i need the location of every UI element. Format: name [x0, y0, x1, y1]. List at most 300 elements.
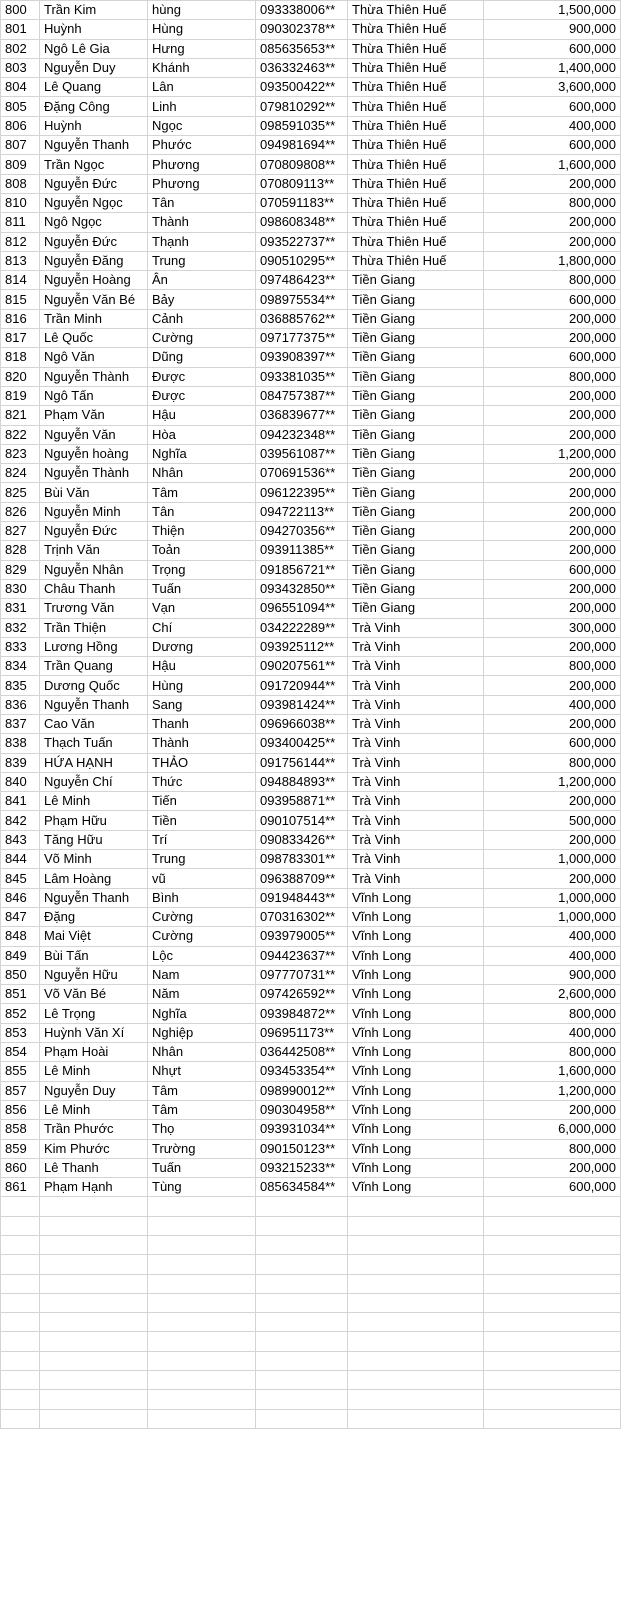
cell-phone[interactable]: 094981694** [256, 136, 348, 155]
cell-surname[interactable]: Tăng Hữu [40, 830, 148, 849]
cell-province[interactable]: Vĩnh Long [348, 1100, 484, 1119]
empty-cell[interactable] [256, 1293, 348, 1312]
cell-given-name[interactable]: Nghiệp [148, 1023, 256, 1042]
cell-phone[interactable]: 097486423** [256, 271, 348, 290]
cell-phone[interactable]: 093908397** [256, 348, 348, 367]
cell-province[interactable]: Vĩnh Long [348, 1081, 484, 1100]
table-row[interactable] [1, 599, 621, 618]
cell-amount[interactable]: 200,000 [484, 1158, 621, 1177]
cell-index[interactable]: 821 [1, 406, 40, 425]
cell-index[interactable]: 822 [1, 425, 40, 444]
cell-surname[interactable]: Nguyễn Chí [40, 772, 148, 791]
cell-amount[interactable]: 200,000 [484, 174, 621, 193]
cell-surname[interactable]: Nguyễn Thanh [40, 136, 148, 155]
cell-given-name[interactable]: Bình [148, 888, 256, 907]
empty-row[interactable] [1, 1274, 621, 1293]
table-row[interactable] [1, 78, 621, 97]
cell-index[interactable]: 846 [1, 888, 40, 907]
cell-amount[interactable]: 200,000 [484, 386, 621, 405]
table-row[interactable] [1, 1100, 621, 1119]
cell-index[interactable]: 842 [1, 811, 40, 830]
cell-province[interactable]: Trà Vinh [348, 714, 484, 733]
cell-surname[interactable]: Phạm Hữu [40, 811, 148, 830]
cell-phone[interactable]: 036839677** [256, 406, 348, 425]
empty-cell[interactable] [1, 1216, 40, 1235]
cell-surname[interactable]: Nguyễn Duy [40, 58, 148, 77]
empty-cell[interactable] [484, 1197, 621, 1216]
cell-index[interactable]: 810 [1, 193, 40, 212]
cell-surname[interactable]: Trương Văn [40, 599, 148, 618]
cell-province[interactable]: Vĩnh Long [348, 1139, 484, 1158]
cell-given-name[interactable]: Tâm [148, 483, 256, 502]
cell-surname[interactable]: Võ Minh [40, 850, 148, 869]
cell-surname[interactable]: Nguyễn Duy [40, 1081, 148, 1100]
table-row[interactable] [1, 136, 621, 155]
empty-cell[interactable] [348, 1255, 484, 1274]
empty-cell[interactable] [148, 1197, 256, 1216]
cell-amount[interactable]: 300,000 [484, 618, 621, 637]
cell-province[interactable]: Trà Vinh [348, 830, 484, 849]
cell-surname[interactable]: Nguyễn Thanh [40, 695, 148, 714]
cell-phone[interactable]: 091720944** [256, 676, 348, 695]
cell-given-name[interactable]: Năm [148, 985, 256, 1004]
cell-province[interactable]: Tiền Giang [348, 560, 484, 579]
cell-index[interactable]: 861 [1, 1178, 40, 1197]
cell-index[interactable]: 813 [1, 251, 40, 270]
cell-given-name[interactable]: Thành [148, 734, 256, 753]
cell-phone[interactable]: 098608348** [256, 213, 348, 232]
cell-surname[interactable]: Trần Quang [40, 657, 148, 676]
cell-phone[interactable]: 093432850** [256, 579, 348, 598]
cell-given-name[interactable]: Nhân [148, 464, 256, 483]
cell-index[interactable]: 855 [1, 1062, 40, 1081]
cell-province[interactable]: Vĩnh Long [348, 965, 484, 984]
empty-cell[interactable] [348, 1274, 484, 1293]
cell-amount[interactable]: 400,000 [484, 116, 621, 135]
cell-province[interactable]: Vĩnh Long [348, 1178, 484, 1197]
cell-province[interactable]: Tiền Giang [348, 367, 484, 386]
cell-phone[interactable]: 070809113** [256, 174, 348, 193]
cell-amount[interactable]: 200,000 [484, 309, 621, 328]
table-row[interactable] [1, 676, 621, 695]
cell-phone[interactable]: 093958871** [256, 792, 348, 811]
cell-province[interactable]: Tiền Giang [348, 406, 484, 425]
cell-amount[interactable]: 200,000 [484, 483, 621, 502]
cell-index[interactable]: 804 [1, 78, 40, 97]
cell-province[interactable]: Thừa Thiên Huế [348, 155, 484, 174]
cell-index[interactable]: 860 [1, 1158, 40, 1177]
cell-surname[interactable]: Lê Quang [40, 78, 148, 97]
cell-surname[interactable]: Trần Phước [40, 1120, 148, 1139]
cell-province[interactable]: Vĩnh Long [348, 927, 484, 946]
empty-cell[interactable] [40, 1216, 148, 1235]
cell-surname[interactable]: Trần Kim [40, 1, 148, 20]
table-row[interactable] [1, 193, 621, 212]
cell-province[interactable]: Vĩnh Long [348, 1043, 484, 1062]
table-row[interactable] [1, 1004, 621, 1023]
table-row[interactable] [1, 695, 621, 714]
cell-surname[interactable]: Nguyễn Đăng [40, 251, 148, 270]
cell-index[interactable]: 801 [1, 20, 40, 39]
cell-index[interactable]: 829 [1, 560, 40, 579]
empty-cell[interactable] [1, 1197, 40, 1216]
cell-index[interactable]: 818 [1, 348, 40, 367]
cell-province[interactable]: Trà Vinh [348, 618, 484, 637]
cell-surname[interactable]: Trịnh Văn [40, 541, 148, 560]
cell-phone[interactable]: 093400425** [256, 734, 348, 753]
cell-phone[interactable]: 034222289** [256, 618, 348, 637]
cell-index[interactable]: 847 [1, 907, 40, 926]
table-row[interactable] [1, 1139, 621, 1158]
empty-cell[interactable] [256, 1313, 348, 1332]
empty-cell[interactable] [40, 1409, 148, 1428]
table-row[interactable] [1, 1158, 621, 1177]
table-row[interactable] [1, 290, 621, 309]
cell-index[interactable]: 852 [1, 1004, 40, 1023]
cell-amount[interactable]: 1,000,000 [484, 850, 621, 869]
cell-surname[interactable]: Mai Việt [40, 927, 148, 946]
cell-index[interactable]: 851 [1, 985, 40, 1004]
cell-amount[interactable]: 400,000 [484, 695, 621, 714]
cell-phone[interactable]: 091756144** [256, 753, 348, 772]
cell-phone[interactable]: 091948443** [256, 888, 348, 907]
empty-cell[interactable] [40, 1274, 148, 1293]
cell-province[interactable]: Tiền Giang [348, 541, 484, 560]
empty-cell[interactable] [148, 1390, 256, 1409]
cell-phone[interactable]: 084757387** [256, 386, 348, 405]
cell-surname[interactable]: Nguyễn Hữu [40, 965, 148, 984]
cell-given-name[interactable]: Nhựt [148, 1062, 256, 1081]
cell-amount[interactable]: 200,000 [484, 792, 621, 811]
table-row[interactable] [1, 637, 621, 656]
table-row[interactable] [1, 20, 621, 39]
empty-cell[interactable] [148, 1332, 256, 1351]
cell-surname[interactable]: Nguyễn Thanh [40, 888, 148, 907]
cell-given-name[interactable]: Thành [148, 213, 256, 232]
cell-province[interactable]: Trà Vinh [348, 637, 484, 656]
cell-amount[interactable]: 600,000 [484, 734, 621, 753]
cell-given-name[interactable]: Tâm [148, 1081, 256, 1100]
table-row[interactable] [1, 348, 621, 367]
cell-amount[interactable]: 200,000 [484, 464, 621, 483]
cell-index[interactable]: 828 [1, 541, 40, 560]
empty-cell[interactable] [148, 1274, 256, 1293]
cell-given-name[interactable]: Hùng [148, 20, 256, 39]
empty-cell[interactable] [484, 1371, 621, 1390]
cell-index[interactable]: 820 [1, 367, 40, 386]
cell-surname[interactable]: Nguyễn Văn Bé [40, 290, 148, 309]
cell-surname[interactable]: Trần Minh [40, 309, 148, 328]
empty-cell[interactable] [348, 1216, 484, 1235]
cell-amount[interactable]: 800,000 [484, 1139, 621, 1158]
cell-surname[interactable]: Trần Thiện [40, 618, 148, 637]
cell-surname[interactable]: Ngô Văn [40, 348, 148, 367]
cell-index[interactable]: 834 [1, 657, 40, 676]
table-row[interactable] [1, 502, 621, 521]
table-row[interactable] [1, 309, 621, 328]
empty-cell[interactable] [484, 1409, 621, 1428]
empty-cell[interactable] [1, 1351, 40, 1370]
empty-cell[interactable] [1, 1371, 40, 1390]
cell-given-name[interactable]: Hậu [148, 406, 256, 425]
empty-cell[interactable] [256, 1197, 348, 1216]
cell-province[interactable]: Vĩnh Long [348, 907, 484, 926]
cell-surname[interactable]: Nguyễn hoàng [40, 444, 148, 463]
table-row[interactable] [1, 174, 621, 193]
cell-given-name[interactable]: Trí [148, 830, 256, 849]
cell-surname[interactable]: Phạm Hoài [40, 1043, 148, 1062]
cell-phone[interactable]: 094423637** [256, 946, 348, 965]
cell-given-name[interactable]: Lân [148, 78, 256, 97]
empty-cell[interactable] [256, 1390, 348, 1409]
cell-amount[interactable]: 800,000 [484, 271, 621, 290]
table-row[interactable] [1, 251, 621, 270]
empty-cell[interactable] [1, 1409, 40, 1428]
cell-given-name[interactable]: Cường [148, 927, 256, 946]
empty-cell[interactable] [148, 1409, 256, 1428]
cell-phone[interactable]: 098975534** [256, 290, 348, 309]
empty-cell[interactable] [40, 1351, 148, 1370]
cell-given-name[interactable]: Thức [148, 772, 256, 791]
cell-surname[interactable]: Võ Văn Bé [40, 985, 148, 1004]
empty-cell[interactable] [1, 1390, 40, 1409]
cell-province[interactable]: Vĩnh Long [348, 985, 484, 1004]
cell-phone[interactable]: 094232348** [256, 425, 348, 444]
cell-surname[interactable]: Châu Thanh [40, 579, 148, 598]
cell-index[interactable]: 825 [1, 483, 40, 502]
empty-row[interactable] [1, 1197, 621, 1216]
cell-phone[interactable]: 093500422** [256, 78, 348, 97]
table-row[interactable] [1, 58, 621, 77]
table-row[interactable] [1, 329, 621, 348]
cell-surname[interactable]: Nguyễn Thành [40, 464, 148, 483]
cell-phone[interactable]: 090304958** [256, 1100, 348, 1119]
cell-amount[interactable]: 600,000 [484, 348, 621, 367]
empty-cell[interactable] [1, 1255, 40, 1274]
cell-index[interactable]: 839 [1, 753, 40, 772]
cell-amount[interactable]: 1,200,000 [484, 1081, 621, 1100]
cell-province[interactable]: Thừa Thiên Huế [348, 251, 484, 270]
cell-province[interactable]: Thừa Thiên Huế [348, 213, 484, 232]
cell-phone[interactable]: 085634584** [256, 1178, 348, 1197]
cell-amount[interactable]: 400,000 [484, 927, 621, 946]
table-row[interactable] [1, 232, 621, 251]
cell-amount[interactable]: 200,000 [484, 869, 621, 888]
cell-phone[interactable]: 090107514** [256, 811, 348, 830]
empty-cell[interactable] [256, 1274, 348, 1293]
cell-province[interactable]: Thừa Thiên Huế [348, 193, 484, 212]
cell-phone[interactable]: 098783301** [256, 850, 348, 869]
cell-phone[interactable]: 096388709** [256, 869, 348, 888]
cell-phone[interactable]: 093453354** [256, 1062, 348, 1081]
table-row[interactable] [1, 522, 621, 541]
cell-amount[interactable]: 2,600,000 [484, 985, 621, 1004]
cell-province[interactable]: Thừa Thiên Huế [348, 20, 484, 39]
empty-cell[interactable] [1, 1313, 40, 1332]
cell-given-name[interactable]: THẢO [148, 753, 256, 772]
cell-phone[interactable]: 090207561** [256, 657, 348, 676]
cell-amount[interactable]: 200,000 [484, 714, 621, 733]
table-row[interactable] [1, 1043, 621, 1062]
table-row[interactable] [1, 946, 621, 965]
cell-index[interactable]: 831 [1, 599, 40, 618]
cell-index[interactable]: 824 [1, 464, 40, 483]
table-row[interactable] [1, 444, 621, 463]
cell-surname[interactable]: Lâm Hoàng [40, 869, 148, 888]
cell-index[interactable]: 840 [1, 772, 40, 791]
empty-cell[interactable] [256, 1216, 348, 1235]
cell-amount[interactable]: 800,000 [484, 367, 621, 386]
cell-given-name[interactable]: hùng [148, 1, 256, 20]
cell-index[interactable]: 857 [1, 1081, 40, 1100]
cell-index[interactable]: 837 [1, 714, 40, 733]
cell-given-name[interactable]: Lộc [148, 946, 256, 965]
cell-phone[interactable]: 090302378** [256, 20, 348, 39]
cell-phone[interactable]: 070809808** [256, 155, 348, 174]
cell-surname[interactable]: Ngô Ngọc [40, 213, 148, 232]
cell-province[interactable]: Tiền Giang [348, 599, 484, 618]
cell-province[interactable]: Tiền Giang [348, 309, 484, 328]
cell-amount[interactable]: 200,000 [484, 830, 621, 849]
cell-index[interactable]: 856 [1, 1100, 40, 1119]
cell-index[interactable]: 805 [1, 97, 40, 116]
cell-amount[interactable]: 1,600,000 [484, 1062, 621, 1081]
cell-amount[interactable]: 400,000 [484, 1023, 621, 1042]
cell-amount[interactable]: 1,200,000 [484, 444, 621, 463]
empty-cell[interactable] [148, 1351, 256, 1370]
cell-province[interactable]: Tiền Giang [348, 502, 484, 521]
cell-phone[interactable]: 093381035** [256, 367, 348, 386]
cell-given-name[interactable]: Dương [148, 637, 256, 656]
table-row[interactable] [1, 560, 621, 579]
empty-cell[interactable] [40, 1390, 148, 1409]
cell-phone[interactable]: 070316302** [256, 907, 348, 926]
empty-row[interactable] [1, 1351, 621, 1370]
empty-cell[interactable] [348, 1390, 484, 1409]
cell-given-name[interactable]: Sang [148, 695, 256, 714]
table-row[interactable] [1, 483, 621, 502]
cell-surname[interactable]: Nguyễn Hoàng [40, 271, 148, 290]
cell-surname[interactable]: Kim Phước [40, 1139, 148, 1158]
table-row[interactable] [1, 869, 621, 888]
cell-phone[interactable]: 039561087** [256, 444, 348, 463]
cell-phone[interactable]: 097426592** [256, 985, 348, 1004]
table-row[interactable] [1, 464, 621, 483]
cell-given-name[interactable]: Bảy [148, 290, 256, 309]
cell-given-name[interactable]: Cảnh [148, 309, 256, 328]
cell-amount[interactable]: 1,000,000 [484, 888, 621, 907]
cell-given-name[interactable]: Khánh [148, 58, 256, 77]
table-row[interactable] [1, 386, 621, 405]
cell-surname[interactable]: Huỳnh Văn Xí [40, 1023, 148, 1042]
cell-given-name[interactable]: Tùng [148, 1178, 256, 1197]
cell-phone[interactable]: 085635653** [256, 39, 348, 58]
cell-amount[interactable]: 800,000 [484, 657, 621, 676]
empty-cell[interactable] [1, 1236, 40, 1255]
cell-amount[interactable]: 200,000 [484, 676, 621, 695]
cell-amount[interactable]: 500,000 [484, 811, 621, 830]
cell-given-name[interactable]: Linh [148, 97, 256, 116]
cell-amount[interactable]: 600,000 [484, 97, 621, 116]
cell-surname[interactable]: Lê Minh [40, 1100, 148, 1119]
empty-cell[interactable] [40, 1236, 148, 1255]
table-row[interactable] [1, 213, 621, 232]
cell-index[interactable]: 808 [1, 174, 40, 193]
cell-index[interactable]: 819 [1, 386, 40, 405]
cell-phone[interactable]: 090833426** [256, 830, 348, 849]
cell-amount[interactable]: 1,000,000 [484, 907, 621, 926]
cell-index[interactable]: 859 [1, 1139, 40, 1158]
cell-province[interactable]: Vĩnh Long [348, 888, 484, 907]
cell-index[interactable]: 815 [1, 290, 40, 309]
empty-cell[interactable] [148, 1236, 256, 1255]
empty-cell[interactable] [348, 1371, 484, 1390]
empty-cell[interactable] [40, 1332, 148, 1351]
table-row[interactable] [1, 155, 621, 174]
table-row[interactable] [1, 1, 621, 20]
table-row[interactable] [1, 965, 621, 984]
cell-given-name[interactable]: Nam [148, 965, 256, 984]
cell-given-name[interactable]: Thạnh [148, 232, 256, 251]
cell-given-name[interactable]: Được [148, 386, 256, 405]
cell-index[interactable]: 800 [1, 1, 40, 20]
cell-given-name[interactable]: Cường [148, 329, 256, 348]
empty-cell[interactable] [40, 1255, 148, 1274]
table-row[interactable] [1, 367, 621, 386]
table-row[interactable] [1, 850, 621, 869]
cell-index[interactable]: 853 [1, 1023, 40, 1042]
table-row[interactable] [1, 116, 621, 135]
cell-index[interactable]: 844 [1, 850, 40, 869]
empty-cell[interactable] [40, 1197, 148, 1216]
empty-row[interactable] [1, 1371, 621, 1390]
cell-amount[interactable]: 900,000 [484, 20, 621, 39]
cell-surname[interactable]: Nguyễn Ngọc [40, 193, 148, 212]
cell-surname[interactable]: Dương Quốc [40, 676, 148, 695]
cell-given-name[interactable]: Tuấn [148, 1158, 256, 1177]
cell-surname[interactable]: Trần Ngọc [40, 155, 148, 174]
cell-surname[interactable]: Nguyễn Thành [40, 367, 148, 386]
cell-surname[interactable]: Ngô Tấn [40, 386, 148, 405]
cell-index[interactable]: 845 [1, 869, 40, 888]
cell-given-name[interactable]: Hòa [148, 425, 256, 444]
cell-province[interactable]: Trà Vinh [348, 734, 484, 753]
empty-cell[interactable] [40, 1293, 148, 1312]
empty-cell[interactable] [148, 1371, 256, 1390]
cell-province[interactable]: Tiền Giang [348, 425, 484, 444]
cell-phone[interactable]: 093522737** [256, 232, 348, 251]
cell-surname[interactable]: Phạm Hạnh [40, 1178, 148, 1197]
cell-given-name[interactable]: Được [148, 367, 256, 386]
empty-cell[interactable] [148, 1216, 256, 1235]
cell-phone[interactable]: 036442508** [256, 1043, 348, 1062]
cell-province[interactable]: Tiền Giang [348, 483, 484, 502]
table-row[interactable] [1, 1178, 621, 1197]
table-row[interactable] [1, 1023, 621, 1042]
empty-cell[interactable] [348, 1293, 484, 1312]
table-row[interactable] [1, 1081, 621, 1100]
cell-index[interactable]: 816 [1, 309, 40, 328]
cell-amount[interactable]: 200,000 [484, 599, 621, 618]
cell-phone[interactable]: 036332463** [256, 58, 348, 77]
empty-row[interactable] [1, 1313, 621, 1332]
cell-given-name[interactable]: Phương [148, 174, 256, 193]
table-row[interactable] [1, 425, 621, 444]
cell-phone[interactable]: 090150123** [256, 1139, 348, 1158]
table-row[interactable] [1, 830, 621, 849]
empty-cell[interactable] [256, 1351, 348, 1370]
cell-province[interactable]: Trà Vinh [348, 695, 484, 714]
